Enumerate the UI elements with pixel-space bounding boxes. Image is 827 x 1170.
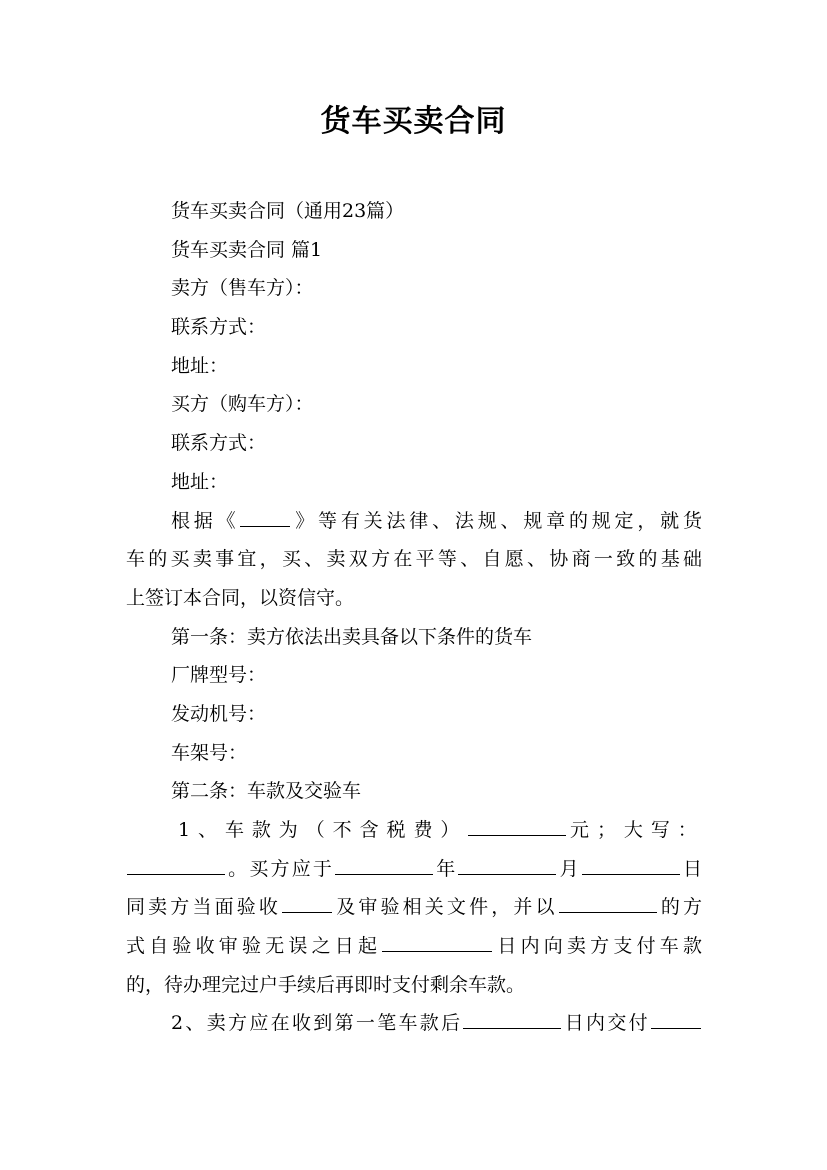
year-blank xyxy=(335,873,433,875)
clause-1-text-b: 元；大写： xyxy=(567,819,702,841)
preamble-text-a: 根据《 xyxy=(171,509,240,532)
clause-2-text-a: 2、卖方应在收到第一笔车款后 xyxy=(171,1012,463,1035)
clause-1-line-2 xyxy=(126,850,702,889)
seller-address-line: 地址： xyxy=(171,354,229,377)
day-blank xyxy=(582,873,680,875)
clause-1-line-3 xyxy=(126,888,702,927)
clause-2-line-1 xyxy=(126,1004,702,1043)
clause-1-text-i: 的方 xyxy=(657,896,702,919)
preamble-text-b: 》等有关法律、法规、规章的规定，就货 xyxy=(291,509,702,532)
payment-method-blank xyxy=(559,911,657,913)
delivery-days-blank xyxy=(463,1027,561,1029)
seller-line: 卖方（售车方）： xyxy=(171,277,314,300)
engine-number-line: 发动机号： xyxy=(171,702,267,725)
price-blank xyxy=(468,834,566,836)
seller-contact-line: 联系方式： xyxy=(171,316,267,339)
preamble-line-1 xyxy=(126,502,702,541)
clause-1-text-f: 日 xyxy=(680,857,702,880)
subtitle-line: 货车买卖合同（通用23篇） xyxy=(171,200,405,222)
clause-1-text-a: 1、车款为（不含税费） xyxy=(178,819,468,841)
buyer-contact-line: 联系方式： xyxy=(171,432,267,455)
preamble-line-2: 车的买卖事宜，买、卖双方在平等、自愿、协商一致的基础 xyxy=(126,548,702,571)
law-name-blank xyxy=(240,525,290,527)
clause-1-text-e: 月 xyxy=(557,857,581,880)
article-2-heading: 第二条：车款及交验车 xyxy=(171,780,362,803)
article-1-heading: 第一条：卖方依法出卖具备以下条件的货车 xyxy=(171,625,533,648)
chassis-number-line: 车架号： xyxy=(171,741,248,764)
buyer-line: 买方（购车方）： xyxy=(171,393,314,416)
clause-1-text-k: 日内向卖方支付车款 xyxy=(493,935,702,958)
buyer-address-line: 地址： xyxy=(171,470,229,493)
clause-1-text-g: 同卖方当面验收 xyxy=(126,896,282,919)
clause-1-line-1 xyxy=(126,811,702,850)
chapter-heading: 货车买卖合同 篇1 xyxy=(171,238,323,261)
clause-1-text-d: 年 xyxy=(434,857,458,880)
price-in-words-blank xyxy=(127,873,225,875)
brand-model-line: 厂牌型号： xyxy=(171,664,267,687)
preamble-line-3: 上签订本合同，以资信守。 xyxy=(126,586,355,609)
clause-1-text-h: 及审验相关文件，并以 xyxy=(333,896,558,919)
payment-days-blank xyxy=(382,950,492,952)
clause-1-text-c: 。买方应于 xyxy=(226,857,335,880)
clause-2-text-b: 日内交付 xyxy=(562,1012,650,1035)
clause-1-line-4 xyxy=(126,927,702,966)
clause-1-line-5: 的，待办理完过户手续后再即时支付剩余车款。 xyxy=(126,973,526,996)
month-blank xyxy=(458,873,556,875)
document-body xyxy=(126,192,702,1043)
clause-1-text-j: 式自验收审验无误之日起 xyxy=(126,935,382,958)
delivery-item-blank xyxy=(651,1027,701,1029)
document-title: 货车买卖合同 xyxy=(320,104,507,139)
inspection-blank xyxy=(282,911,332,913)
